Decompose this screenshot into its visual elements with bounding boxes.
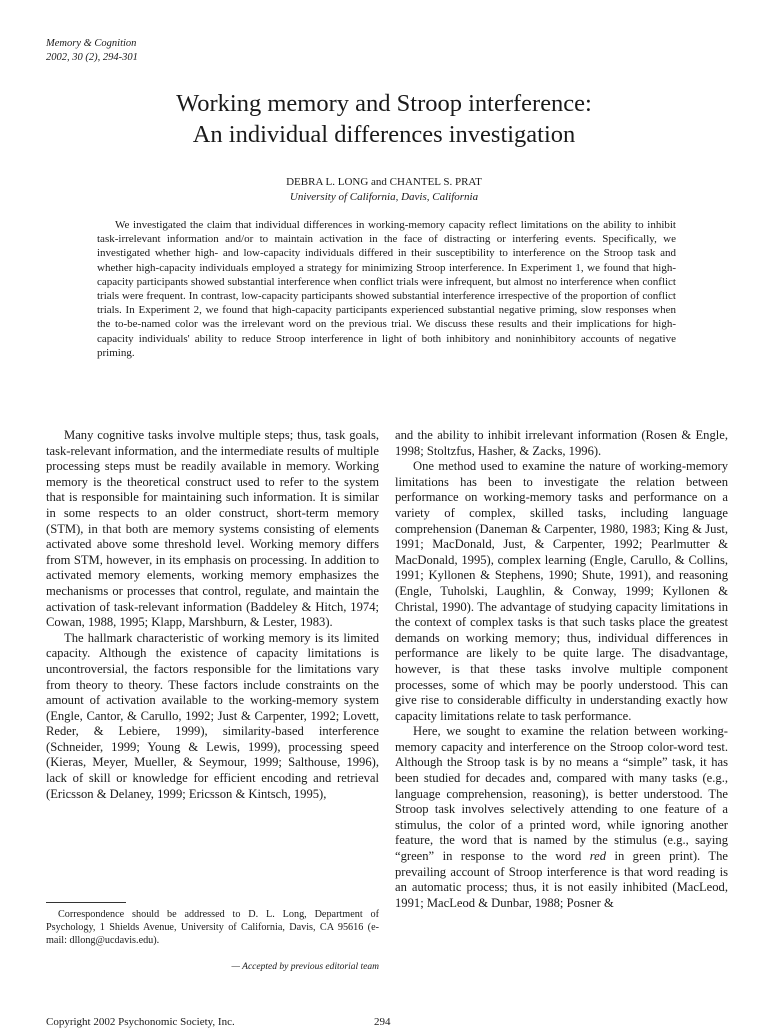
copyright-line: Copyright 2002 Psychonomic Society, Inc. — [46, 1016, 235, 1028]
paragraph: One method used to examine the nature of working-memory limitations has been to investigate the relation between performance on working-memory tasks and performance on a variety of complex, skilled tasks, including language comprehension (Daneman & Carpenter, 1980, 1983; King & Just, 1991; MacDonald, Just, & Carpenter, 1992; Pearlmutter & MacDonald, 1995), complex learning (Engle, Carullo, & Collins, 1991; Kyllonen & Stephens, 1990; Shute, 1991), and reasoning (Engle, Tuholski, Laughlin, & Conway, 1999; Kyllonen & Christal, 1990). The advantage of studying capacity limitations in the context of complex tasks is that such tasks place the greatest demands on working memory; thus, individual differences in performance are likely to be quite large. The disadvantage, however, is that these tasks involve multiple component processes, some of which may be poorly understood. This can give rise to considerable difficulty in understanding exactly how capacity limitations relate to task performance. — [395, 459, 728, 723]
journal-header — [46, 37, 138, 64]
title-line-1: Working memory and Stroop interference: — [176, 90, 592, 117]
paragraph-text: Here, we sought to examine the relation between working-memory capacity and interference on the Stroop color-word test. Although the Stroop task is by no means a “simple” task, it has been studied for decades and, compared with many tasks (e.g., language comprehension, reasoning), is better understood. The Stroop task involves selectively attending to one feature of a stimulus, the color of a printed word, while ignoring another feature, the word that is named by the stimulus (e.g., saying “green” in response to the word — [395, 724, 728, 864]
body-column-left — [46, 428, 379, 802]
body-column-right — [395, 428, 728, 911]
affiliation: University of California, Davis, California — [289, 191, 479, 203]
journal-name: Memory & Cognition — [46, 38, 137, 49]
paragraph — [395, 724, 728, 911]
accepted-note: — Accepted by previous editorial team — [231, 962, 379, 972]
paragraph: The hallmark characteristic of working memory is its limited capacity. Although the existence of capacity limitations is uncontroversial, the factors responsible for the limitations vary from theory to theory. These factors include constraints on the amount of activation available to the working-memory system (Engle, Cantor, & Carullo, 1992; Just & Carpenter, 1992; Lovett, Reder, & Lebiere, 1999), similarity-based interference (Schneider, 1999; Young & Lewis, 1999), processing speed (Kieras, Meyer, Mueller, & Seymour, 1999; Salthouse, 1996), lack of skill or knowledge for efficient encoding and retrieval (Ericsson & Delaney, 1999; Ericsson & Kintsch, 1995), — [46, 630, 379, 801]
footnote-divider — [46, 902, 126, 903]
paragraph-text: in green print). The prevailing account of Stroop interference is that word reading is an automatic process; thus, it is not easily inhibited (MacLeod, 1991; MacLeod & Dunbar, 1988; Posner & — [395, 849, 728, 910]
paragraph: Many cognitive tasks involve multiple steps; thus, task goals, task-relevant information, and the intermediate results of multiple processing steps must be readily available in memory. Working memory is the theoretical construct used to refer to the system that is responsible for maintaining such information. It is similar in some respects to an older construct, short-term memory (STM), in that both are memory systems consisting of elements activated above some threshold level. Working memory differs from STM, however, in its emphasis on processing. In addition to activated memory elements, working memory emphasizes the mechanisms or processes that control, regulate, and maintain the activation of task-relevant information (Baddeley & Hitch, 1974; Cowan, 1988, 1995; Klapp, Marshburn, & Lester, 1983). — [46, 428, 379, 630]
paragraph: and the ability to inhibit irrelevant information (Rosen & Engle, 1998; Stoltzfus, Hasher, & Zacks, 1996). — [395, 428, 728, 458]
article-title — [0, 88, 768, 150]
abstract: We investigated the claim that individual differences in working-memory capacity reflect limitations on the ability to inhibit task-irrelevant information and/or to maintain activation in the face of distracting or interfering events. Specifically, we investigated whether high- and low-capacity individuals differed in their susceptibility to interference on the Stroop task and whether high-capacity individuals employed a strategy for minimizing Stroop interference. In Experiment 1, we found that high-capacity participants showed substantial interference when conflict trials were infrequent, but almost no interference when conflict trials were frequent. In contrast, low-capacity participants showed substantial interference irrespective of the proportion of conflict trials. In Experiment 2, we found that high-capacity participants experienced substantial negative priming, slow responses when the to-be-named color was the irrelevant word on the previous trial. We discuss these results and their implications for high-capacity individuals' ability to reduce Stroop interference in light of both inhibitory and noninhibitory accounts of negative priming. — [97, 219, 676, 359]
page-number: 294 — [374, 1016, 391, 1028]
correspondence-footnote: Correspondence should be addressed to D. L. Long, Department of Psychology, 1 Shields Avenue, University of California, Davis, CA 95616 (e-mail: dllong@ucdavis.edu). — [46, 909, 379, 946]
authors: DEBRA L. LONG and CHANTEL S. PRAT — [286, 176, 482, 188]
italic-word: red — [589, 849, 607, 864]
title-line-2: An individual differences investigation — [192, 121, 576, 148]
journal-citation: 2002, 30 (2), 294-301 — [46, 51, 138, 63]
